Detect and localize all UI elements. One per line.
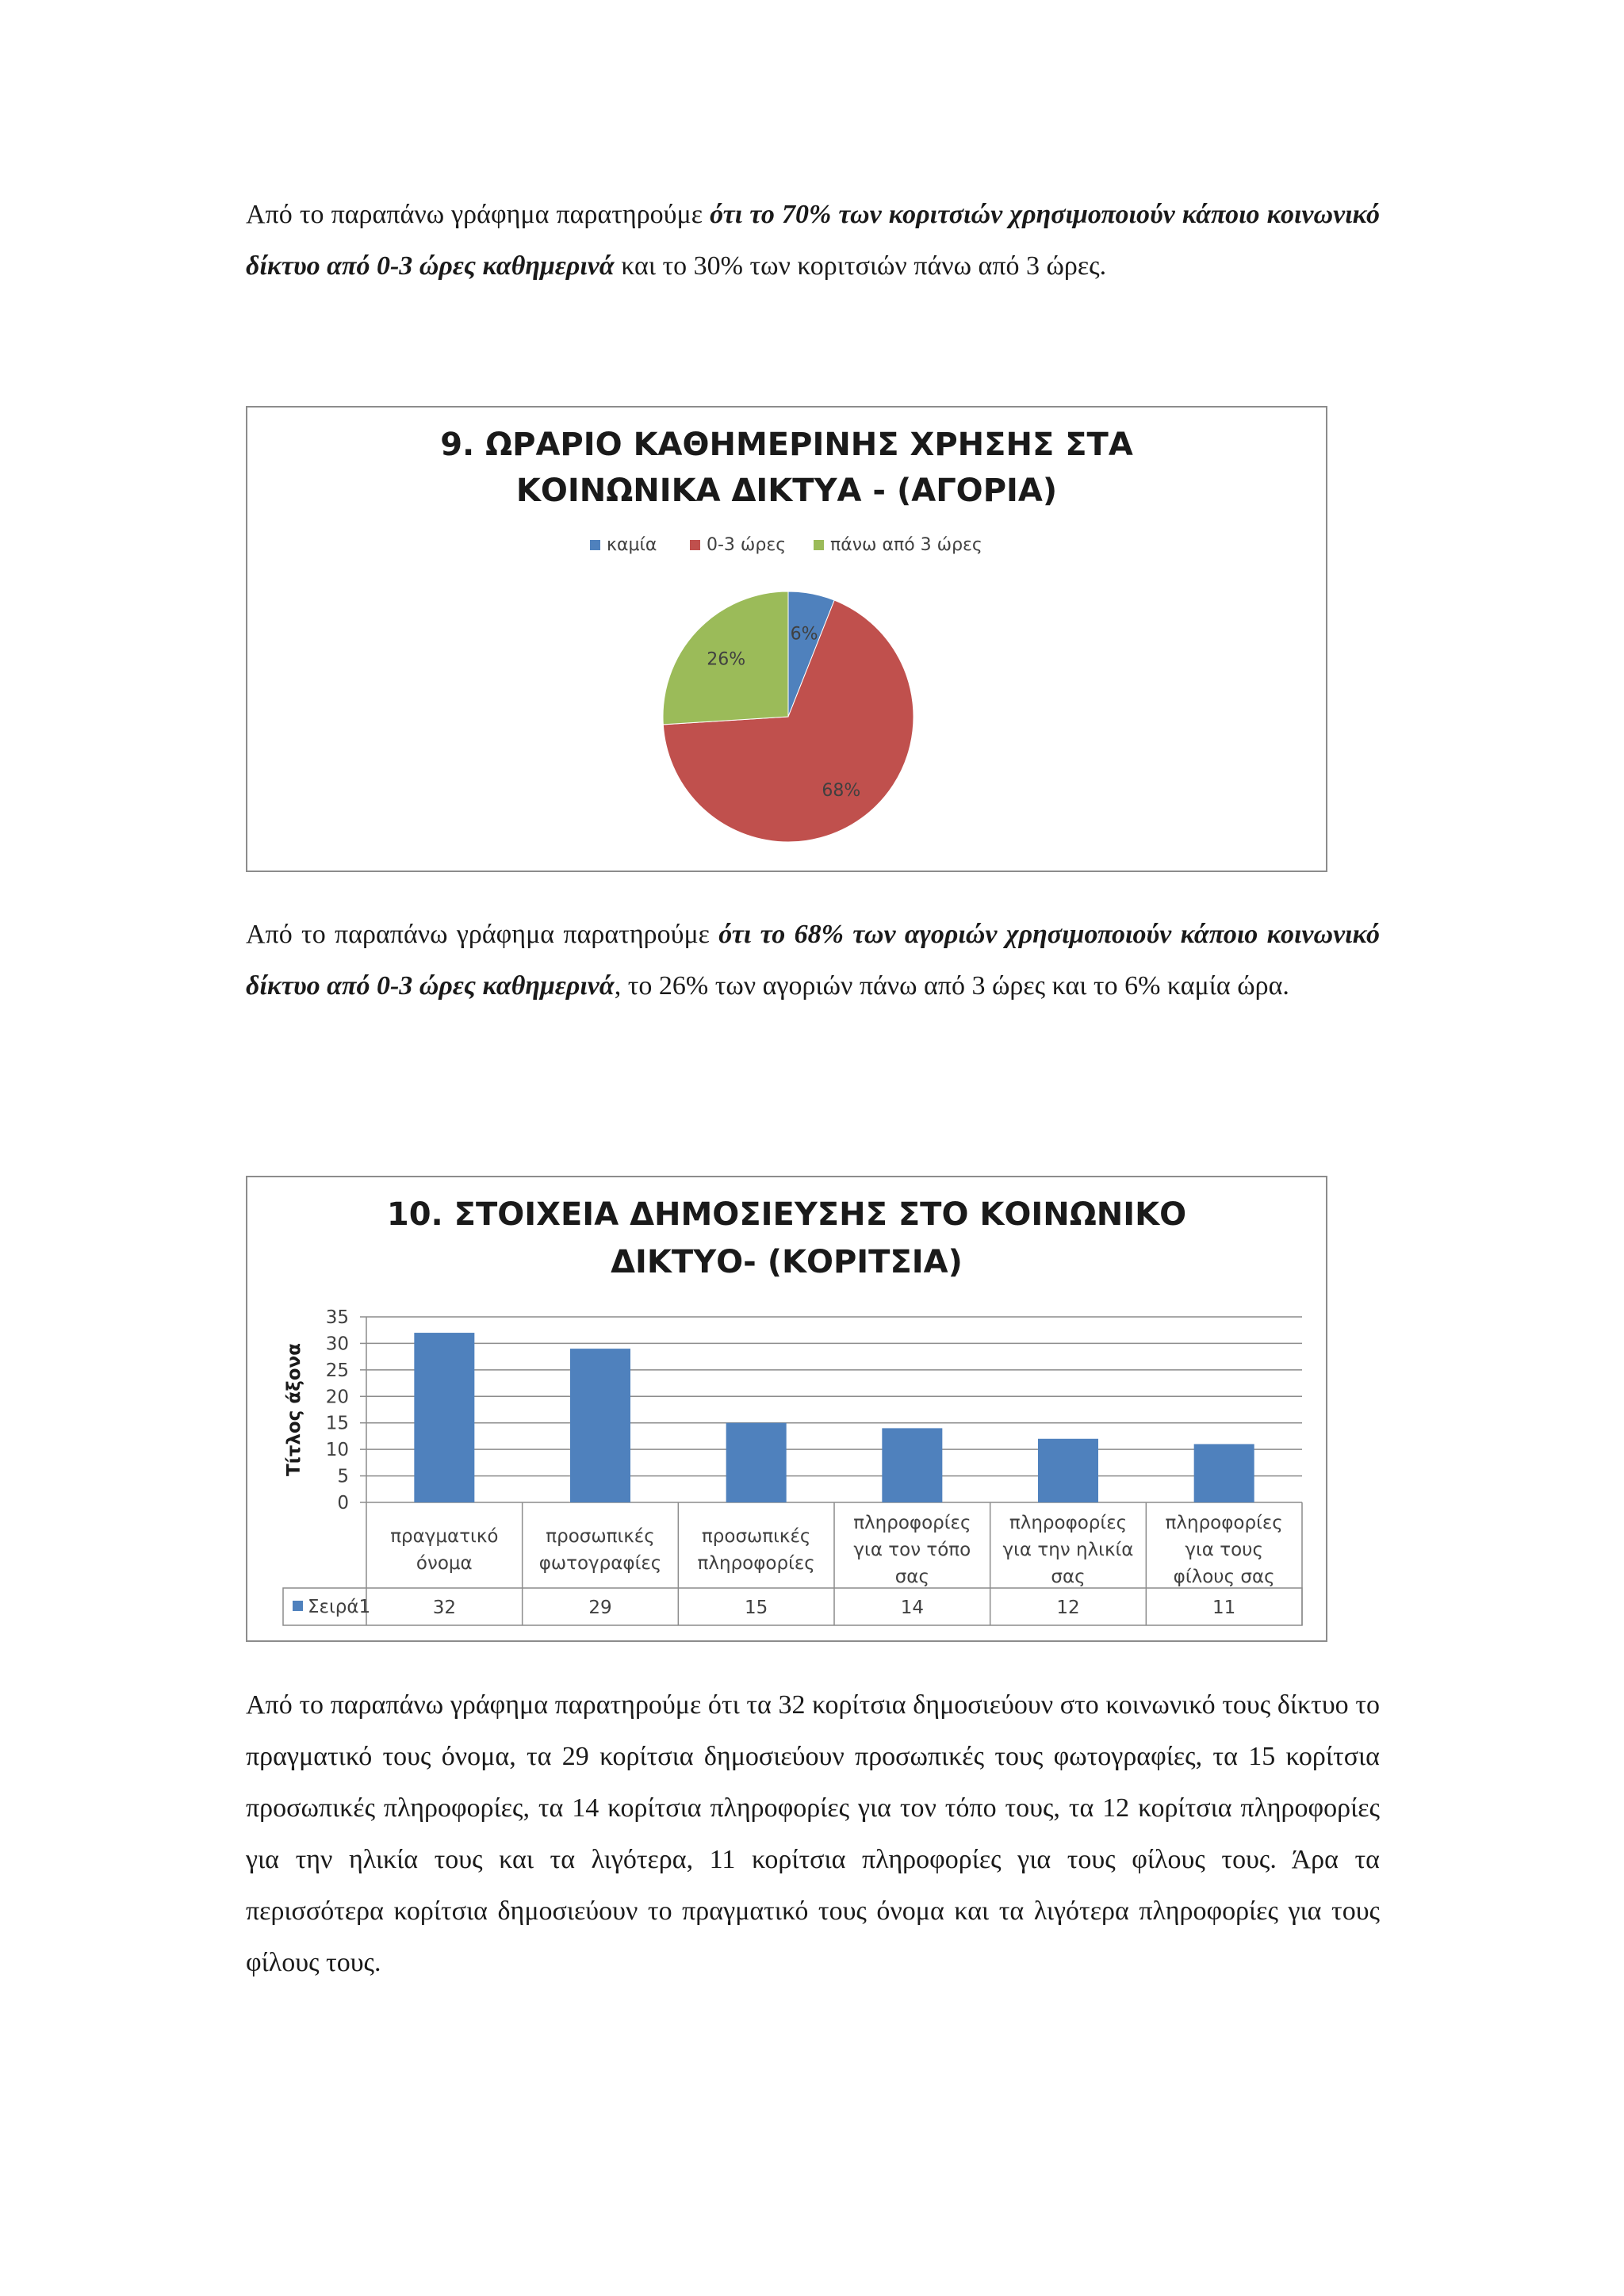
y-tick-label: 30	[325, 1334, 349, 1355]
x-category-label: φίλους σας	[1173, 1567, 1275, 1587]
legend-label: καμία	[607, 535, 657, 555]
table-value: 15	[745, 1598, 768, 1618]
pie-data-label: 26%	[707, 649, 746, 670]
y-tick-label: 15	[325, 1413, 349, 1434]
paragraph-text: και το 30% των κοριτσιών πάνω από 3 ώρες.	[614, 251, 1107, 281]
x-category-label: πληροφορίες	[853, 1513, 971, 1533]
bar-2	[570, 1349, 630, 1502]
pie-data-label: 6%	[790, 624, 818, 645]
y-tick-label: 5	[337, 1466, 349, 1487]
table-value: 12	[1056, 1598, 1080, 1618]
bar-6	[1194, 1444, 1254, 1502]
y-tick-label: 35	[325, 1307, 349, 1328]
paragraph-boys-hours	[246, 909, 1380, 1012]
y-tick-label: 20	[325, 1387, 349, 1408]
table-value: 32	[432, 1598, 456, 1618]
x-category-label: πραγματικό	[390, 1526, 499, 1547]
x-category-label: σας	[894, 1567, 929, 1587]
pie-chart-svg	[247, 408, 1326, 871]
y-tick-label: 0	[337, 1493, 349, 1513]
paragraph-girls-publishing: Από το παραπάνω γράφημα παρατηρούμε ότι τα 32 κορίτσια δημοσιεύουν στο κοινωνικό τους δίκτυο το πραγματικό τους όνομα, τα 29 κορίτσια δημοσιεύουν προσωπικές τους φωτογραφίες, τα 15 κορίτσια προσωπικές πληροφορίες, τα 14 κορίτσια πληροφορίες για τον τόπο τους, τα 12 κορίτσια πληροφορίες για την ηλικία τους και τα λιγότερα, 11 κορίτσια πληροφορίες για τους φίλους τους. Άρα τα περισσότερα κορίτσια δημοσιεύουν το πραγματικό τους όνομα και τα λιγότερα πληροφορίες για τους φίλους τους.	[246, 1690, 1380, 1977]
bar-3	[726, 1423, 787, 1502]
x-category-label: φωτογραφίες	[538, 1553, 662, 1574]
legend-label: πάνω από 3 ώρες	[830, 535, 982, 555]
x-category-label: για τους	[1185, 1540, 1263, 1560]
legend-label: 0-3 ώρες	[707, 535, 787, 555]
paragraph-text: Από το παραπάνω γράφημα παρατηρούμε	[246, 920, 719, 949]
chart-title-line: ΚΟΙΝΩΝΙΚΑ ΔΙΚΤΥΑ - (ΑΓΟΡΙΑ)	[515, 473, 1058, 509]
pie-chart-boys-daily-usage	[246, 406, 1327, 872]
bar-chart-girls-publishing	[246, 1176, 1327, 1642]
chart-title-line: 10. ΣΤΟΙΧΕΙΑ ΔΗΜΟΣΙΕΥΣΗΣ ΣΤΟ ΚΟΙΝΩΝΙΚΟ	[386, 1196, 1187, 1233]
y-tick-label: 25	[325, 1360, 349, 1381]
bar-5	[1038, 1439, 1098, 1502]
x-category-label: για τον τόπο	[853, 1540, 971, 1560]
x-category-label: προσωπικές	[546, 1526, 655, 1547]
paragraph-text: Από το παραπάνω γράφημα παρατηρούμε	[246, 200, 710, 229]
y-tick-label: 10	[325, 1440, 349, 1461]
pie-data-label: 68%	[822, 781, 861, 802]
legend-swatch	[814, 540, 824, 550]
x-category-label: προσωπικές	[701, 1526, 811, 1547]
bar-1	[414, 1333, 474, 1502]
x-category-label: σας	[1051, 1567, 1086, 1587]
chart-title-line: ΔΙΚΤΥΟ- (ΚΟΡΙΤΣΙΑ)	[611, 1244, 963, 1280]
legend-swatch	[590, 540, 600, 550]
x-category-label: όνομα	[416, 1553, 473, 1574]
table-value: 11	[1212, 1598, 1236, 1618]
x-category-label: πληροφορίες	[1009, 1513, 1128, 1533]
legend-swatch	[690, 540, 700, 550]
series-name: Σειρά1	[308, 1597, 371, 1617]
paragraph-text: , το 26% των αγοριών πάνω από 3 ώρες και το 6% καμία ώρα.	[614, 971, 1289, 1001]
bar-chart-svg	[247, 1177, 1326, 1640]
bar-4	[882, 1428, 942, 1502]
paragraph-girls-hours	[246, 189, 1380, 292]
chart-title-line: 9. ΩΡΑΡΙΟ ΚΑΘΗΜΕΡΙΝΗΣ ΧΡΗΣΗΣ ΣΤΑ	[440, 427, 1133, 463]
x-category-label: πληροφορίες	[1165, 1513, 1283, 1533]
x-category-label: για την ηλικία	[1002, 1540, 1134, 1560]
y-axis-title: Τίτλος άξονα	[284, 1343, 304, 1476]
paragraph-emphasis: ότι το 70% των κοριτσιών χρησιμοποιούν κάποιο κοινωνικό δίκτυο από 0-3 ώρες καθημερινά	[246, 200, 1381, 281]
series-legend-key	[293, 1601, 303, 1611]
paragraph-emphasis: ότι το 68% των αγοριών χρησιμοποιούν κάποιο κοινωνικό δίκτυο από 0-3 ώρες καθημερινά	[246, 920, 1380, 1001]
x-category-label: πληροφορίες	[697, 1553, 815, 1574]
table-value: 29	[588, 1598, 612, 1618]
table-value: 14	[900, 1598, 924, 1618]
